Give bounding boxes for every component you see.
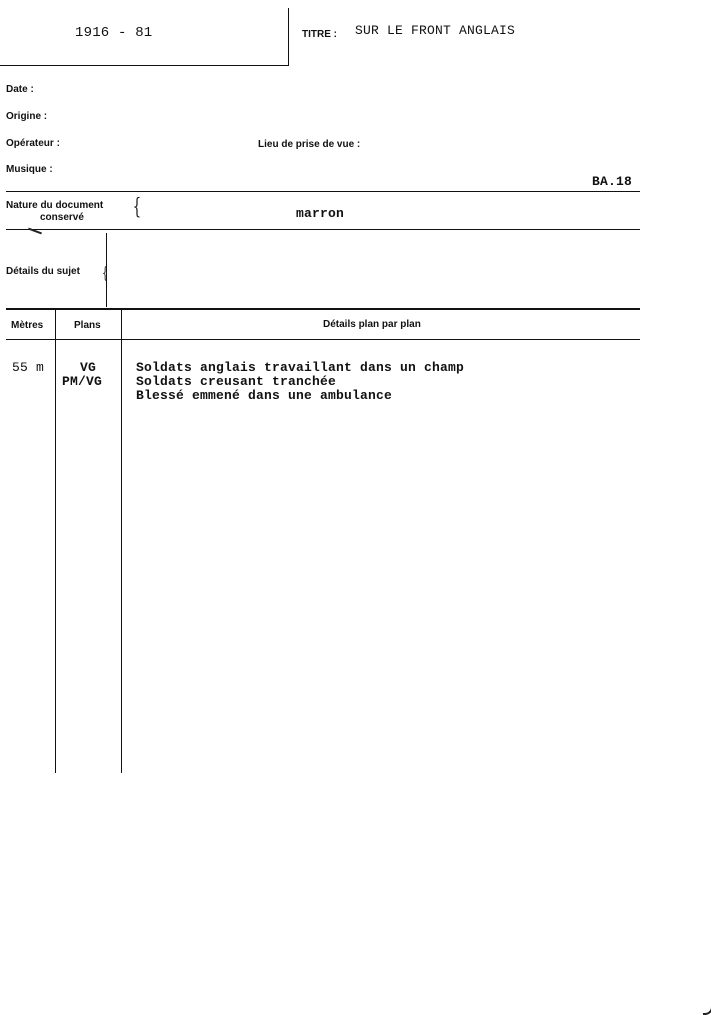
- detail-row-3: Blessé emmené dans une ambulance: [136, 388, 393, 403]
- title-label: TITRE :: [302, 29, 337, 40]
- column-separator-1: [55, 310, 56, 773]
- header-box-bottom-border: [0, 65, 289, 66]
- archive-code: BA.18: [592, 174, 633, 189]
- column-header-details: Détails plan par plan: [323, 319, 421, 330]
- detail-row-1: Soldats anglais travaillant dans un champ: [136, 360, 465, 375]
- header-box-right-border: [288, 8, 289, 66]
- nature-label-line1: Nature du document: [6, 200, 104, 211]
- title-value: SUR LE FRONT ANGLAIS: [355, 23, 516, 38]
- nature-label-line2: conservé: [40, 212, 84, 223]
- nature-value: marron: [296, 206, 345, 221]
- column-separator-2: [121, 310, 122, 773]
- plan-row-1: VG: [79, 360, 96, 375]
- lieu-label: Lieu de prise de vue :: [258, 139, 361, 150]
- metres-value: 55 m: [12, 360, 45, 375]
- plan-row-2: PM/VG: [62, 374, 103, 389]
- details-sujet-label: Détails du sujet: [6, 266, 80, 277]
- divider-top: [6, 191, 640, 192]
- table-top-border: [6, 308, 640, 310]
- column-header-plans: Plans: [74, 320, 101, 331]
- operateur-label: Opérateur :: [6, 138, 60, 149]
- column-header-metres: Mètres: [11, 320, 44, 331]
- details-sujet-brace: {: [102, 263, 109, 282]
- reference-number: 1916 - 81: [75, 25, 153, 41]
- origine-label: Origine :: [6, 111, 48, 122]
- divider-nature: [6, 229, 640, 230]
- nature-brace: {: [132, 195, 142, 220]
- table-header-bottom-border: [6, 339, 640, 340]
- page-edge-shadow: [703, 960, 711, 1015]
- musique-label: Musique :: [6, 164, 53, 175]
- date-label: Date :: [6, 84, 34, 95]
- detail-row-2: Soldats creusant tranchée: [136, 374, 337, 389]
